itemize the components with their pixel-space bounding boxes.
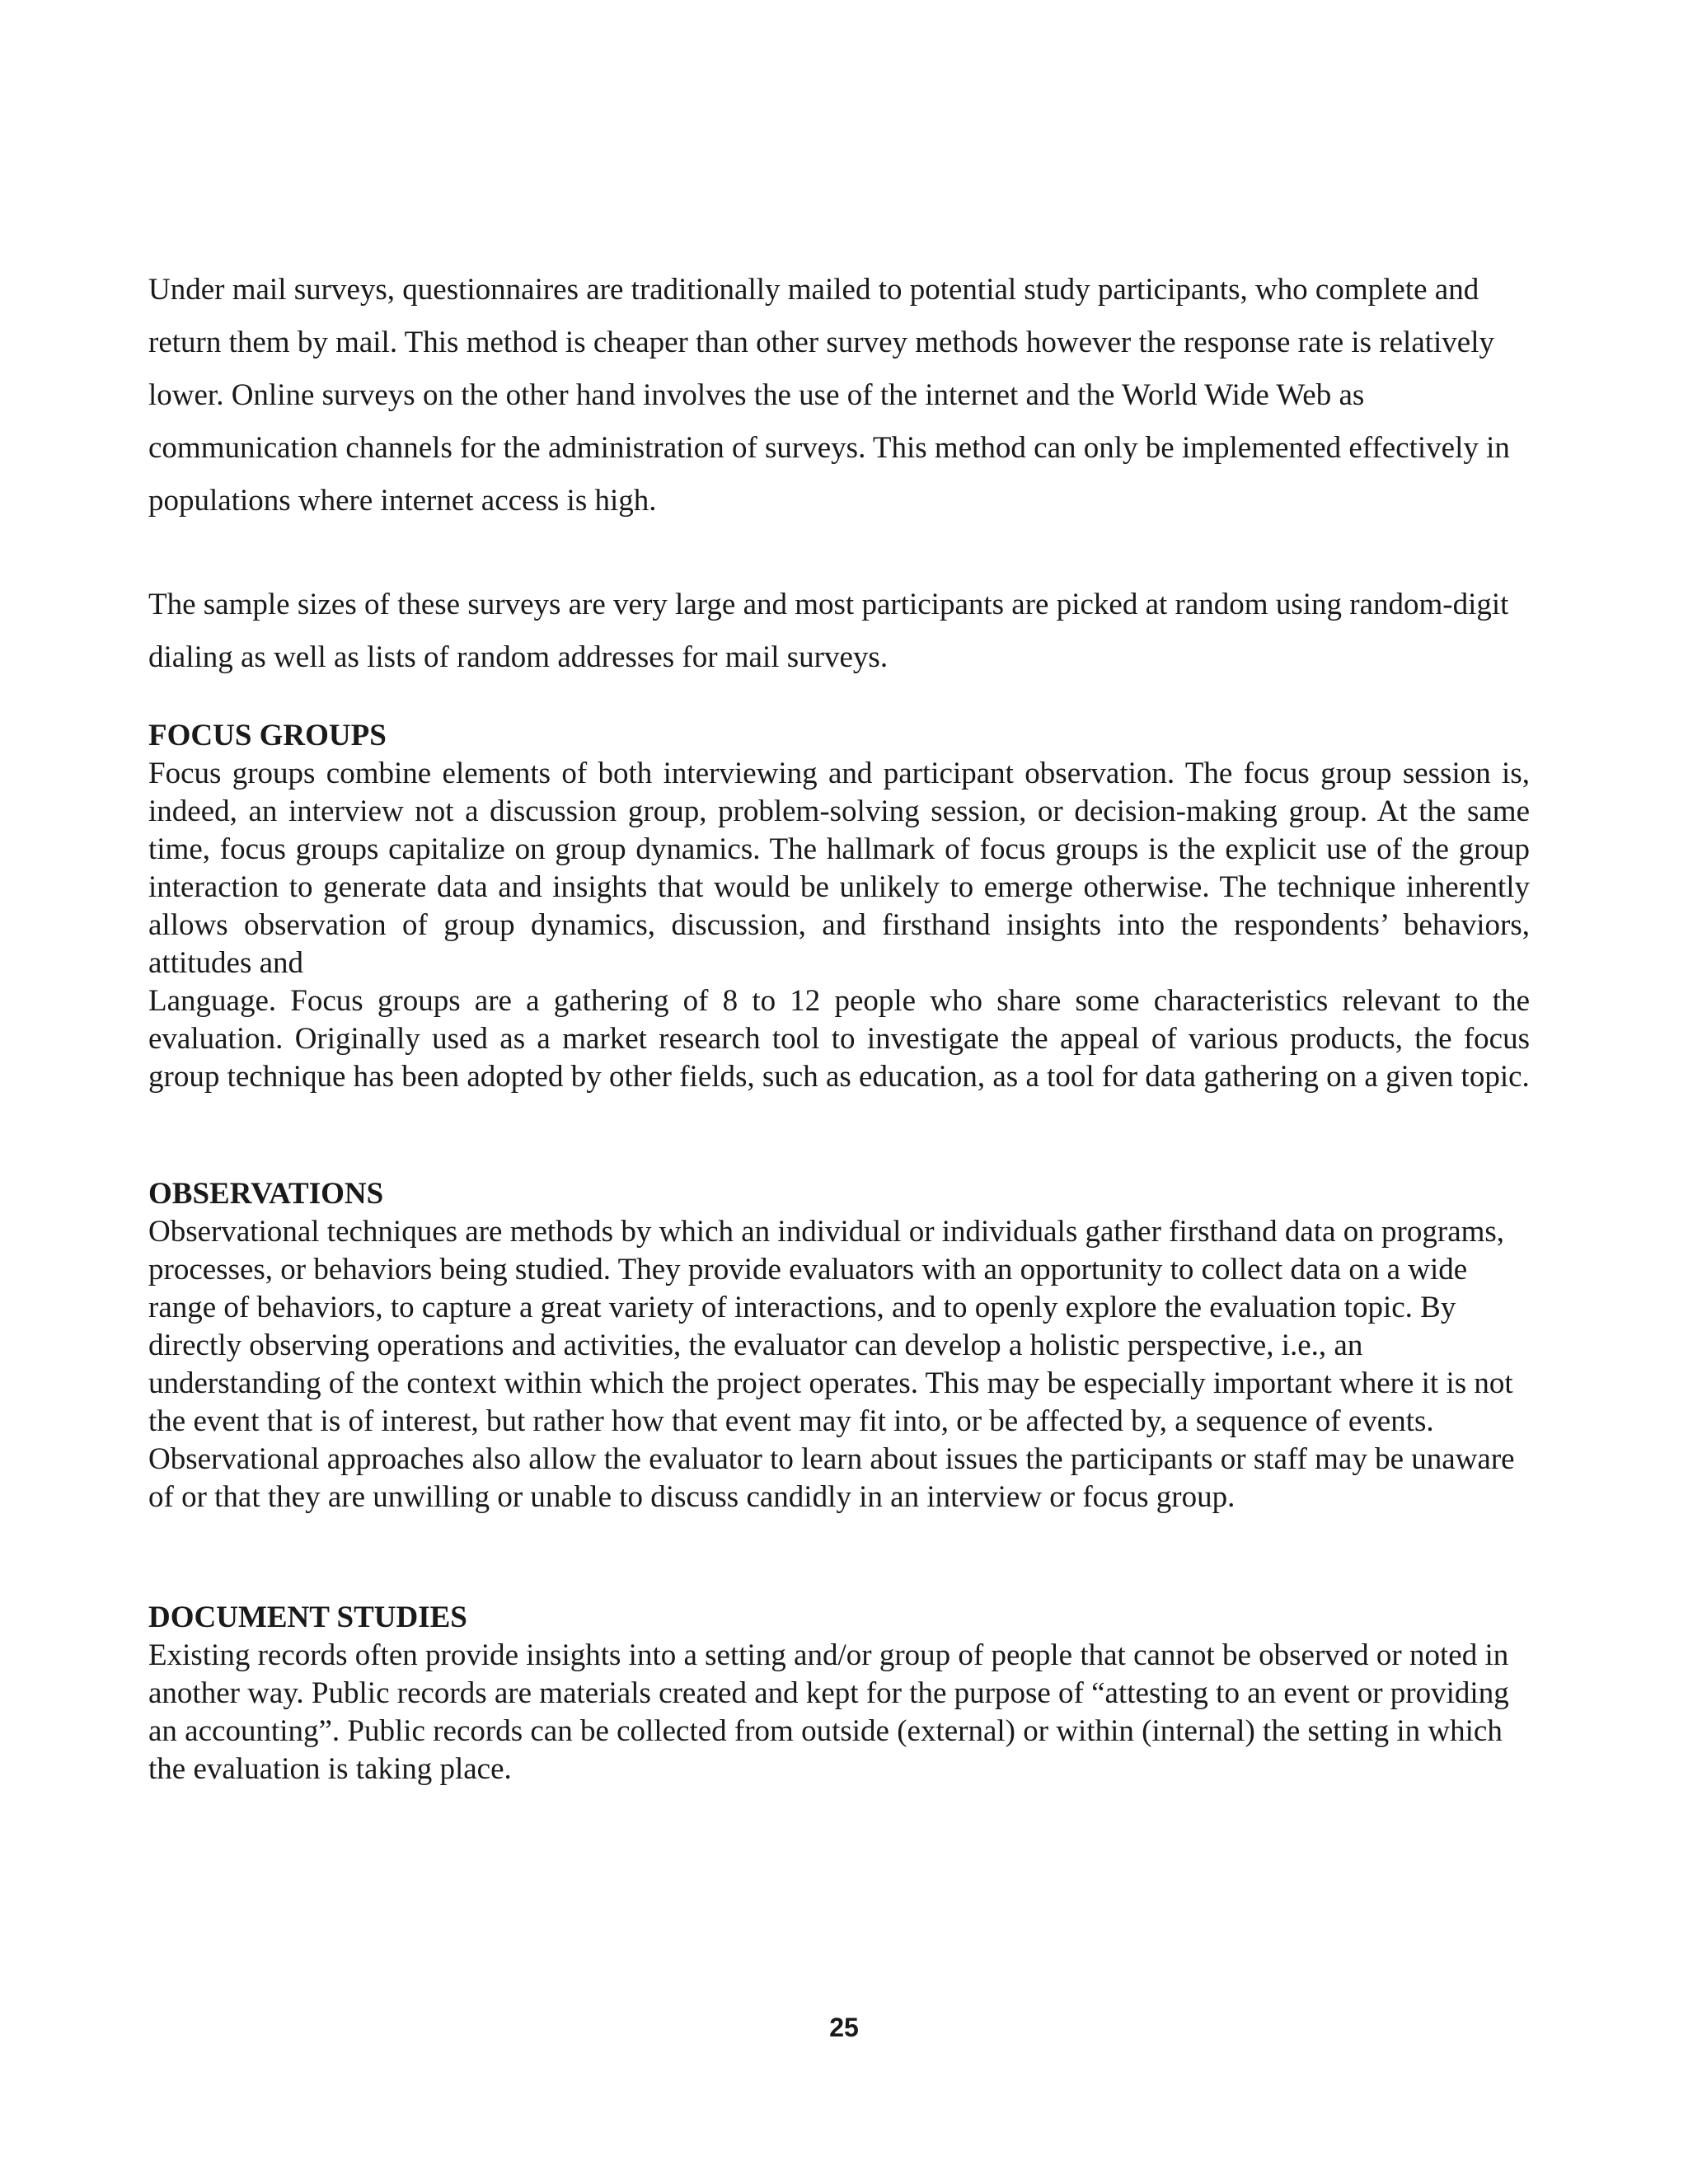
section-document-studies: [148, 1599, 1530, 1788]
paragraph-mail-online-surveys: Under mail surveys, questionnaires are traditionally mailed to potential study participants, who complete and return them by mail. This method is cheaper than other survey methods however the response rate is relatively lower. Online surveys on the other hand involves the use of the internet and the World Wide Web as communication channels for the administration of surveys. This method can only be implemented effectively in populations where internet access is high.: [148, 273, 1510, 518]
document-studies-body: Existing records often provide insights into a setting and/or group of people that cannot be observed or noted in another way. Public records are materials created and kept for the purpose of “attesting to an event or providing an accounting”. Public records can be collected from outside (external) or within (internal) the setting in which the evaluation is taking place.: [148, 1638, 1509, 1786]
heading-observations: OBSERVATIONS: [148, 1177, 384, 1211]
focus-groups-body-1: Focus groups combine elements of both interviewing and participant observation. The focus group session is, indeed, an interview not a discussion group, problem-solving session, or decision-making group. At the same time, focus groups capitalize on group dynamics. The hallmark of focus groups is the explicit use of the group interaction to generate data and insights that would be unlikely to emerge otherwise. The technique inherently allows observation of group dynamics, discussion, and firsthand insights into the respondents’ behaviors, attitudes and: [148, 757, 1530, 980]
heading-focus-groups: FOCUS GROUPS: [148, 719, 387, 752]
heading-document-studies: DOCUMENT STUDIES: [148, 1601, 467, 1634]
focus-groups-body-2: Language. Focus groups are a gathering of 8 to 12 people who share some characteristics relevant to the evaluation. Originally used as a market research tool to investigate the appeal of various products, the focus group technique has been adopted by other fields, such as education, as a tool for data gathering on a given topic.: [148, 984, 1530, 1094]
section-observations: [148, 1175, 1530, 1516]
page-number: 25: [829, 2013, 859, 2042]
paragraph-sample-sizes: The sample sizes of these surveys are very large and most participants are picked at random using random-digit dialing as well as lists of random addresses for mail surveys.: [148, 588, 1509, 674]
observations-body: Observational techniques are methods by which an individual or individuals gather firsthand data on programs, processes, or behaviors being studied. They provide evaluators with an opportunity to collect data on a wide range of behaviors, to capture a great variety of interactions, and to openly explore the evaluation topic. By directly observing operations and activities, the evaluator can develop a holistic perspective, i.e., an understanding of the context within which the project operates. This may be especially important where it is not the event that is of interest, but rather how that event may fit into, or be affected by, a sequence of events. Observational approaches also allow the evaluator to learn about issues the participants or staff may be unaware of or that they are unwilling or unable to discuss candidly in an interview or focus group.: [148, 1215, 1515, 1514]
section-focus-groups: [148, 717, 1530, 1096]
